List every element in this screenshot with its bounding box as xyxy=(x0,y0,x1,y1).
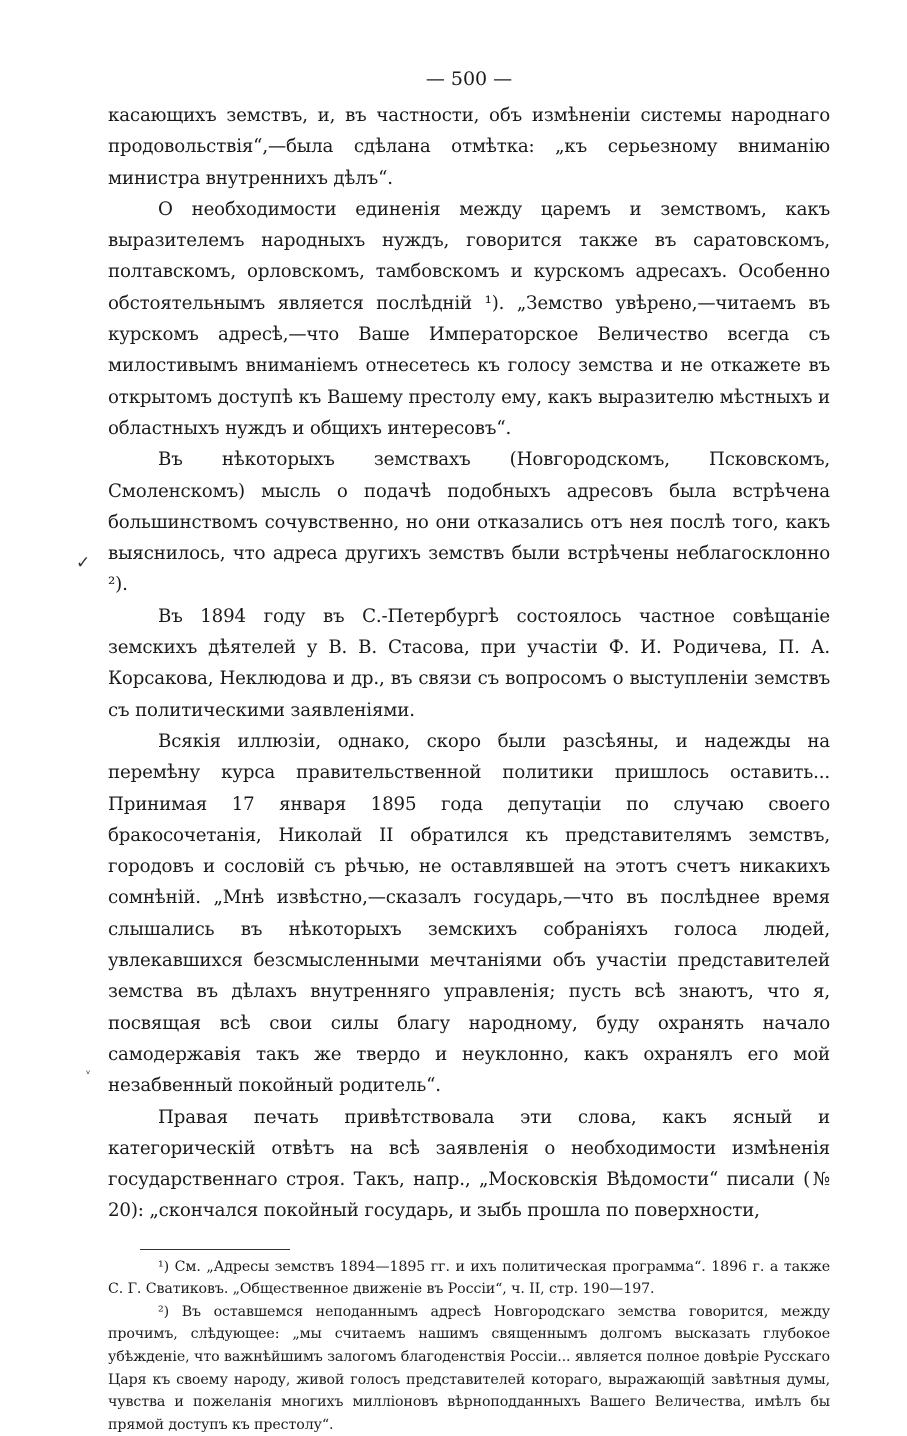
paragraph-address-courts: О необходимости единенія между царемъ и земствомъ, какъ выразителемъ народныхъ нуждъ, говорится также въ саратовскомъ, полтавскомъ, орловскомъ, тамбовскомъ и курскомъ адресахъ. Особенно обстоятельнымъ является послѣдній ¹). „Земство увѣрено,—читаемъ въ курскомъ адресѣ,—что Ваше Императорское Величество всегда съ милостивымъ вниманіемъ отнесетесь къ голосу земства и не откажете въ открытомъ доступѣ къ Вашему престолу ему, какъ выразителю мѣстныхъ и областныхъ нуждъ и общихъ интересовъ“. xyxy=(108,198,830,439)
footnote-2: ²) Въ оставшемся неподаннымъ адресѣ Новгородскаго земства говорится, между прочимъ, слѣдующее: „мы считаемъ нашимъ священнымъ долгомъ высказать глубокое убѣжденіе, что важнѣйшимъ залогомъ благоденствія Россіи... является полное довѣріе Русскаго Царя къ своему народу, живой голосъ представителей котораго, выражающій завѣтныя думы, чувства и пожеланія многихъ милліоновъ вѣрноподданныхъ Вашего Величества, имѣлъ бы прямой доступъ къ престолу“. xyxy=(108,1303,830,1433)
page-content xyxy=(108,62,830,1436)
footnote-divider xyxy=(140,1249,290,1250)
margin-check-mark: ✓ xyxy=(76,553,91,573)
paragraph-other-zemstvos: Въ нѣкоторыхъ земствахъ (Новгородскомъ, Псковскомъ, Смоленскомъ) мысль о подачѣ подобныхъ адресовъ была встрѣчена большинствомъ сочувственно, но они отказались отъ нея послѣ того, какъ выяснилось, что адреса другихъ земствъ были встрѣчены неблагосклонно ²). xyxy=(108,449,830,596)
body-text xyxy=(108,100,830,1227)
paragraph-right-press: Правая печать привѣтствовала эти слова, какъ ясный и категорическій отвѣтъ на всѣ заявленія о необходимости измѣненія государственнаго строя. Такъ, напр., „Московскія Вѣдомости“ писали (№ 20): „скончался покойный государь, и зыбь прошла по поверхности, xyxy=(108,1106,830,1222)
margin-tick-mark: ᵥ xyxy=(86,1064,91,1077)
paragraph-illusions: Всякія иллюзіи, однако, скоро были разсѣяны, и надежды на перемѣну курса правительственной политики пришлось оставить... Принимая 17 января 1895 года депутаціи по случаю своего бракосочетанія, Николай II обратился къ представителямъ земствъ, городовъ и сословій съ рѣчью, не оставлявшей на этотъ счетъ никакихъ сомнѣній. „Мнѣ извѣстно,—сказалъ государь,—что въ послѣднее время слышались въ нѣкоторыхъ земскихъ собраніяхъ голоса людей, увлекавшихся безсмысленными мечтаніями объ участіи представителей земства въ дѣлахъ внутренняго управленія; пусть всѣ знаютъ, что я, посвящая всѣ свои силы благу народному, буду охранять начало самодержавія такъ же твердо и неуклонно, какъ охранялъ его мой незабвенный покойный родитель“. xyxy=(108,730,830,1097)
page-number: — 500 — xyxy=(425,68,513,90)
paragraph-1894-meeting: Въ 1894 году въ С.-Петербургѣ состоялось частное совѣщаніе земскихъ дѣятелей у В. В. Стасова, при участіи Ф. И. Родичева, П. А. Корсакова, Неклюдова и др., въ связи съ вопросомъ о выступленіи земствъ съ политическими заявленіями. xyxy=(108,605,830,721)
paragraph-continuation: касающихъ земствъ, и, въ частности, объ измѣненіи системы народнаго продовольствія“,—была сдѣлана отмѣтка: „къ серьезному вниманію министра внутреннихъ дѣлъ“. xyxy=(108,105,830,189)
footnote-1: ¹) См. „Адресы земствъ 1894—1895 гг. и ихъ политическая программа“. 1896 г. а также С. Г. Сватиковъ. „Общественное движеніе въ Россіи“, ч. II, стр. 190—197. xyxy=(108,1258,830,1298)
